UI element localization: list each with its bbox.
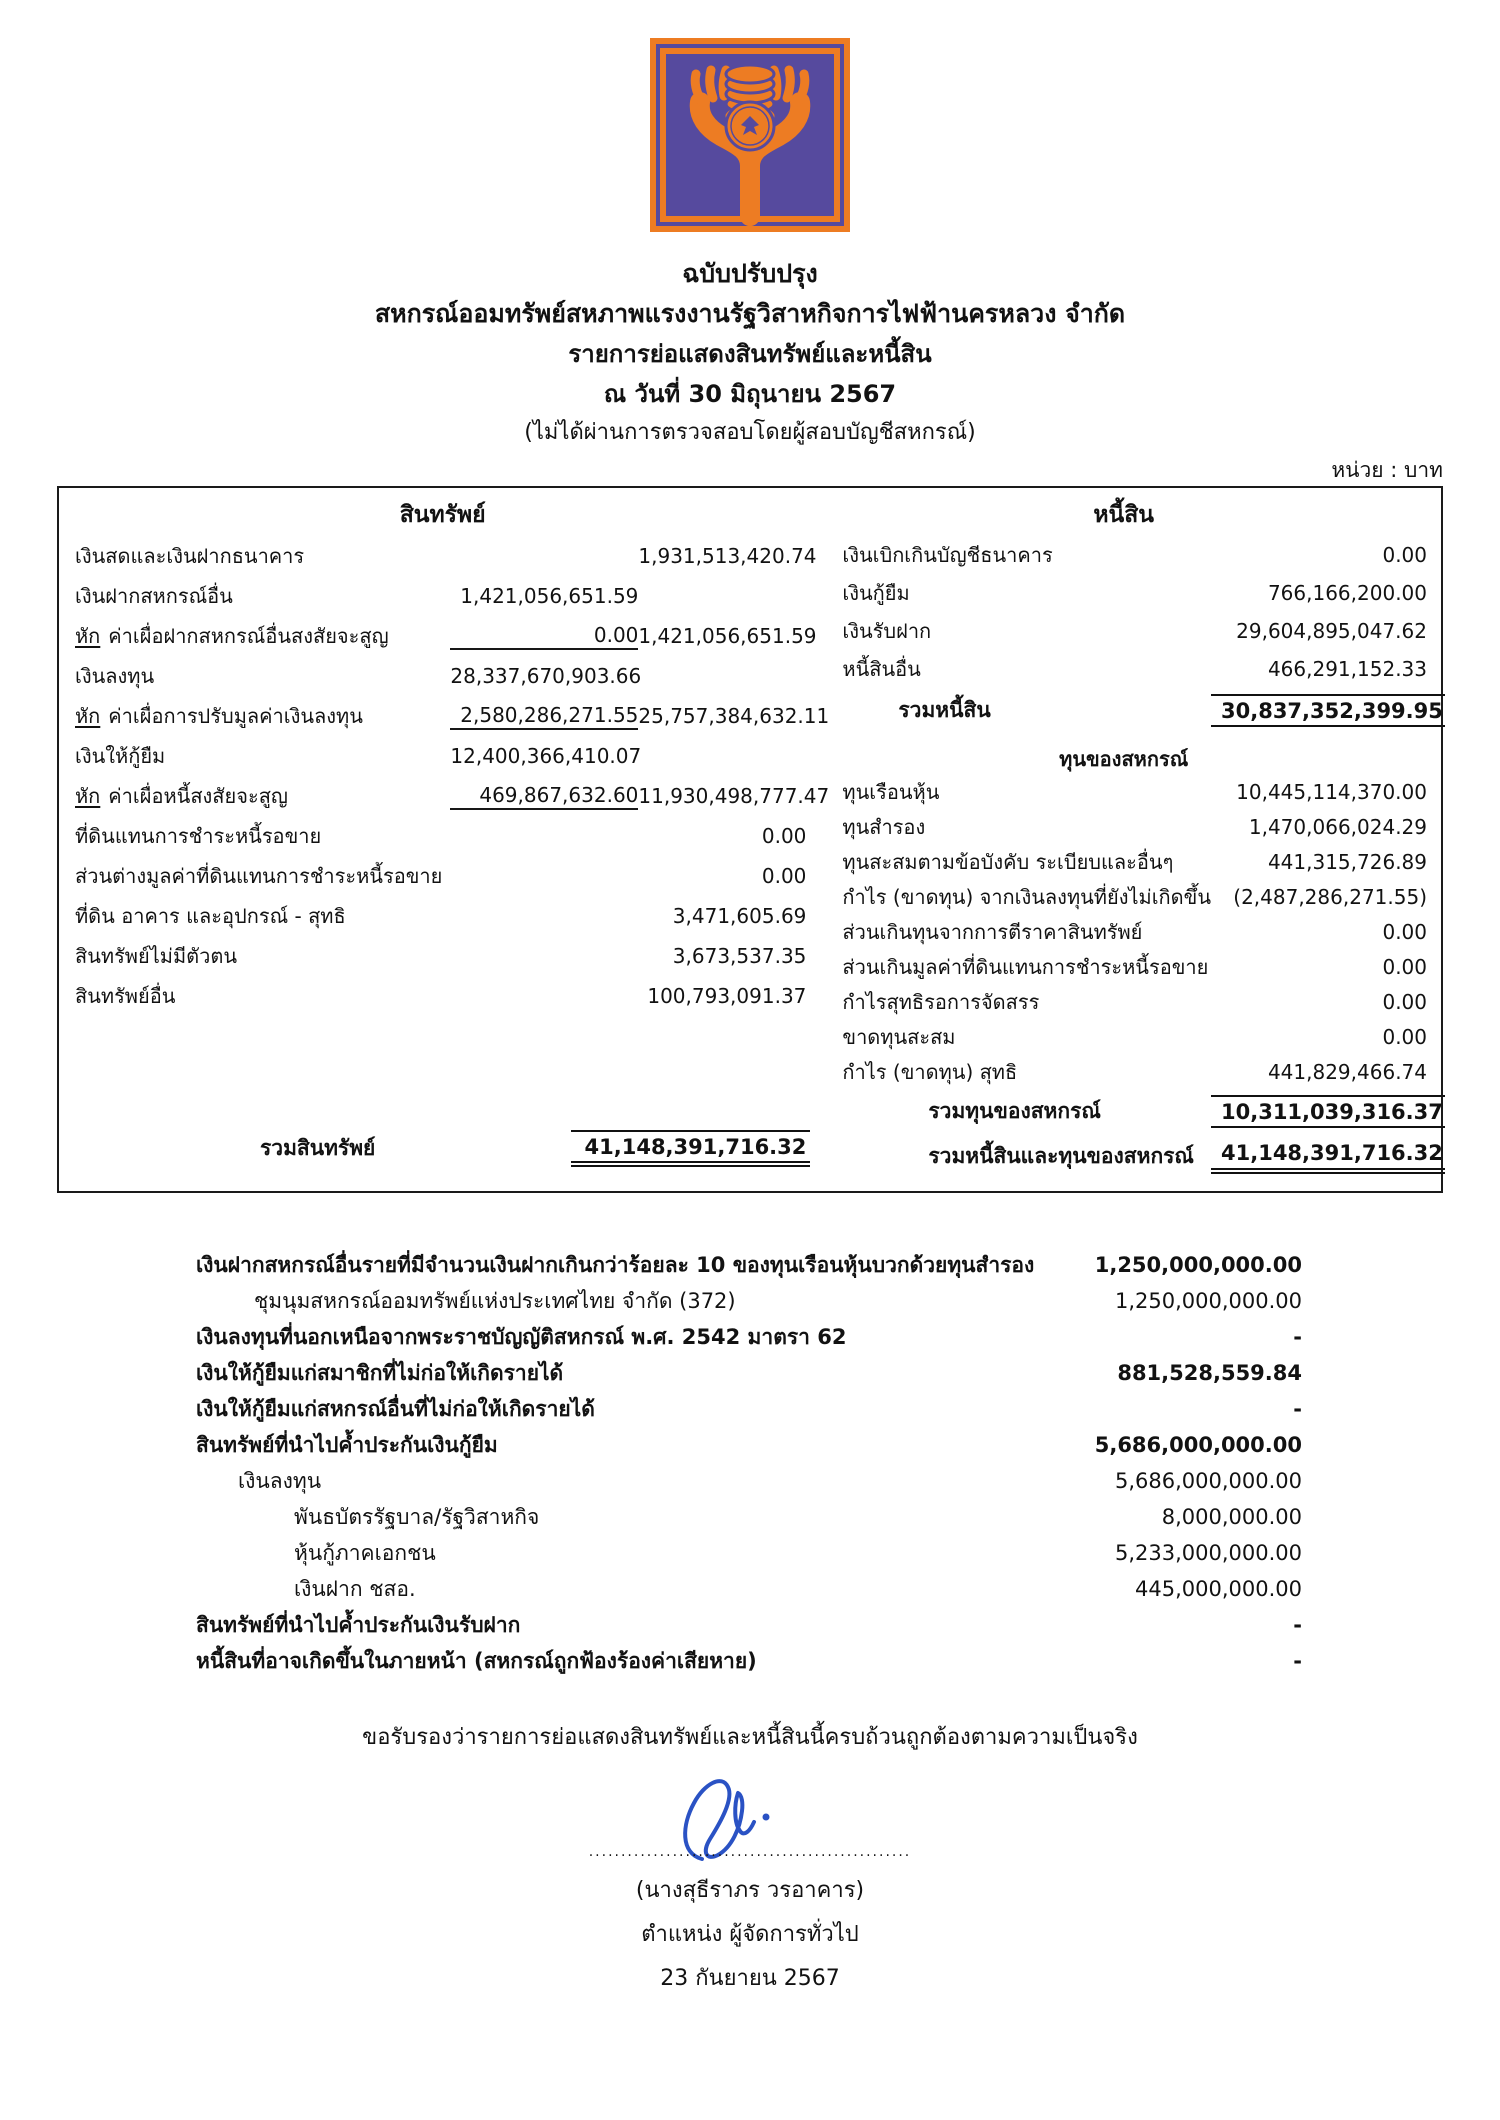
liability-label: เงินกู้ยืม: [842, 581, 910, 605]
asset-amount: 3,673,537.35: [672, 944, 807, 968]
liability-row: [820, 574, 1427, 612]
equity-label: ส่วนเกินมูลค่าที่ดินแทนการชำระหนี้รอขาย: [842, 954, 1209, 979]
signature-block: [0, 1765, 1500, 2001]
asset-label: ค่าเผื่อการปรับมูลค่าเงินลงทุน: [108, 704, 363, 728]
signature-dotted-line: ..................................................: [588, 1844, 912, 1860]
signed-date: 23 กันยายน 2567: [660, 1966, 840, 1991]
as-of-date: ณ วันที่ 30 มิถุนายน 2567: [603, 380, 897, 408]
liability-amount: 29,604,895,047.62: [1236, 619, 1427, 643]
asset-label: เงินสดและเงินฝากธนาคาร: [75, 544, 305, 568]
note-row: [196, 1427, 1302, 1463]
asset-amount: 25,757,384,632.11: [638, 704, 830, 728]
deduction-prefix: หัก: [75, 624, 101, 648]
asset-amount: 11,930,498,777.47: [638, 784, 830, 808]
cooperative-logo-icon: [650, 38, 850, 232]
asset-row: [75, 736, 810, 776]
asset-label: เงินลงทุน: [75, 664, 155, 688]
unit-label: หน่วย : บาท: [1331, 458, 1443, 482]
asset-subtotal: 12,400,366,410.07: [450, 744, 642, 768]
note-row: [196, 1571, 1302, 1607]
note-amount: 5,686,000,000.00: [1094, 1433, 1302, 1457]
equity-label: กำไรสุทธิรอการจัดสรร: [842, 989, 1040, 1014]
note-label: เงินลงทุนที่นอกเหนือจากพระราชบัญญัติสหกรณ์ พ.ศ. 2542 มาตรา 62: [196, 1324, 847, 1349]
assets-total-label: รวมสินทรัพย์: [260, 1135, 376, 1160]
asset-amount: 0.00: [761, 864, 807, 888]
asset-subtotal: 1,421,056,651.59: [460, 584, 639, 608]
note-amount: 881,528,559.84: [1117, 1361, 1302, 1385]
asset-label: เงินฝากสหกรณ์อื่น: [75, 584, 233, 608]
liability-label: เงินเบิกเกินบัญชีธนาคาร: [842, 543, 1053, 567]
note-label: สินทรัพย์ที่นำไปค้ำประกันเงินรับฝาก: [196, 1612, 521, 1637]
grand-total-row: [820, 1133, 1443, 1180]
liabilities-total-label: รวมหนี้สิน: [898, 697, 991, 722]
equity-label: ทุนสะสมตามข้อบังคับ ระเบียบและอื่นๆ: [842, 849, 1174, 874]
equity-amount: 10,445,114,370.00: [1236, 779, 1427, 804]
equity-amount: 0.00: [1382, 919, 1427, 944]
note-amount: 5,686,000,000.00: [1114, 1469, 1302, 1493]
note-row: [196, 1391, 1302, 1427]
equity-amount: 0.00: [1382, 989, 1427, 1014]
deduction-prefix: หัก: [75, 784, 101, 808]
liability-label: หนี้สินอื่น: [842, 657, 921, 681]
asset-amount: 0.00: [761, 824, 807, 848]
equity-label: ขาดทุนสะสม: [842, 1024, 956, 1049]
liability-row: [820, 650, 1427, 688]
note-amount: 1,250,000,000.00: [1114, 1289, 1302, 1313]
note-row: [196, 1247, 1302, 1283]
certification-statement: ขอรับรองว่ารายการย่อแสดงสินทรัพย์และหนี้สินนี้ครบถ้วนถูกต้องตามความเป็นจริง: [362, 1725, 1138, 1750]
asset-amount: 1,421,056,651.59: [638, 624, 817, 648]
note-label: เงินฝาก ชสอ.: [294, 1576, 416, 1601]
asset-subtotal: 0.00: [450, 623, 638, 650]
note-amount: 8,000,000.00: [1161, 1505, 1302, 1529]
asset-row: [75, 576, 810, 616]
asset-label: ที่ดินแทนการชำระหนี้รอขาย: [75, 824, 322, 848]
assets-title: สินทรัพย์: [399, 502, 486, 528]
note-row: [196, 1463, 1302, 1499]
asset-amount: 100,793,091.37: [647, 984, 807, 1008]
equity-row: [820, 1019, 1427, 1054]
note-row: [196, 1355, 1302, 1391]
asset-subtotal: 2,580,286,271.55: [450, 703, 638, 730]
note-amount: 445,000,000.00: [1135, 1577, 1302, 1601]
note-label: หุ้นกู้ภาคเอกชน: [294, 1540, 436, 1565]
note-label: เงินให้กู้ยืมแก่สมาชิกที่ไม่ก่อให้เกิดรายได้: [196, 1360, 564, 1385]
assets-total-row: [75, 1119, 810, 1177]
note-row: [196, 1319, 1302, 1355]
liabilities-total-row: [820, 688, 1443, 732]
note-amount: -: [1293, 1649, 1302, 1673]
note-label: เงินลงทุน: [238, 1468, 322, 1493]
note-row: [196, 1535, 1302, 1571]
liability-amount: 466,291,152.33: [1267, 657, 1427, 681]
asset-row: [75, 616, 817, 656]
equity-amount: 1,470,066,024.29: [1248, 814, 1427, 839]
equity-row: [820, 1054, 1427, 1089]
balance-sheet-table: [57, 486, 1443, 1193]
equity-row: [820, 914, 1427, 949]
liability-row: [820, 536, 1427, 574]
liabilities-total-amount: 30,837,352,399.95: [1211, 694, 1445, 727]
equity-label: กำไร (ขาดทุน) จากเงินลงทุนที่ยังไม่เกิดขึ้น: [842, 884, 1211, 909]
equity-total-label: รวมทุนของสหกรณ์: [928, 1098, 1101, 1123]
liabilities-column: [810, 488, 1441, 1191]
asset-label: สินทรัพย์อื่น: [75, 984, 176, 1008]
equity-row: [820, 949, 1427, 984]
asset-row: [75, 976, 810, 1016]
asset-row: [75, 536, 817, 576]
note-label: ชุมนุมสหกรณ์ออมทรัพย์แห่งประเทศไทย จำกัด (372): [254, 1288, 736, 1313]
equity-total-amount: 10,311,039,316.37: [1211, 1095, 1445, 1128]
asset-row: [75, 856, 810, 896]
note-row: [196, 1283, 1302, 1319]
note-amount: 1,250,000,000.00: [1094, 1253, 1302, 1277]
equity-section-title: ทุนของสหกรณ์: [1059, 747, 1189, 771]
note-label: เงินให้กู้ยืมแก่สหกรณ์อื่นที่ไม่ก่อให้เกิดรายได้: [196, 1396, 595, 1421]
asset-subtotal: 469,867,632.60: [450, 783, 638, 810]
asset-label: ที่ดิน อาคาร และอุปกรณ์ - สุทธิ: [75, 904, 346, 928]
document-title: รายการย่อแสดงสินทรัพย์และหนี้สิน: [568, 340, 932, 368]
note-label: สินทรัพย์ที่นำไปค้ำประกันเงินกู้ยืม: [196, 1432, 498, 1457]
asset-row: [75, 696, 830, 736]
asset-label: ค่าเผื่อฝากสหกรณ์อื่นสงสัยจะสูญ: [108, 624, 389, 648]
assets-total-amount: 41,148,391,716.32: [571, 1130, 811, 1167]
note-amount: -: [1293, 1397, 1302, 1421]
asset-row: [75, 656, 810, 696]
equity-row: [820, 809, 1427, 844]
note-row: [196, 1643, 1302, 1679]
equity-amount: 441,829,466.74: [1267, 1059, 1427, 1084]
equity-row: [820, 984, 1427, 1019]
note-amount: -: [1293, 1325, 1302, 1349]
notes-section: [196, 1247, 1302, 1679]
liabilities-title: หนี้สิน: [1093, 502, 1155, 528]
signer-name: (นางสุธีราภร วรอาคาร): [635, 1878, 865, 1903]
asset-amount: 3,471,605.69: [672, 904, 807, 928]
liability-row: [820, 612, 1427, 650]
equity-row: [820, 879, 1427, 914]
asset-row: [75, 816, 810, 856]
grand-total-amount: 41,148,391,716.32: [1211, 1139, 1445, 1174]
asset-row: [75, 936, 810, 976]
liability-amount: 0.00: [1382, 543, 1427, 567]
note-label: พันธบัตรรัฐบาล/รัฐวิสาหกิจ: [294, 1504, 540, 1529]
note-label: เงินฝากสหกรณ์อื่นรายที่มีจำนวนเงินฝากเกินกว่าร้อยละ 10 ของทุนเรือนหุ้นบวกด้วยทุนสำรอง: [196, 1252, 1035, 1277]
liability-label: เงินรับฝาก: [842, 619, 932, 643]
note-amount: 5,233,000,000.00: [1114, 1541, 1302, 1565]
asset-amount: 1,931,513,420.74: [638, 544, 817, 568]
equity-row: [820, 844, 1427, 879]
asset-label: ค่าเผื่อหนี้สงสัยจะสูญ: [108, 784, 288, 808]
signer-position: ตำแหน่ง ผู้จัดการทั่วไป: [641, 1922, 859, 1947]
asset-label: ส่วนต่างมูลค่าที่ดินแทนการชำระหนี้รอขาย: [75, 864, 443, 888]
document-header: [0, 254, 1500, 452]
equity-label: ทุนสำรอง: [842, 814, 926, 839]
organization-name: สหกรณ์ออมทรัพย์สหภาพแรงงานรัฐวิสาหกิจการไฟฟ้านครหลวง จำกัด: [374, 299, 1126, 328]
equity-label: กำไร (ขาดทุน) สุทธิ: [842, 1059, 1018, 1084]
deduction-prefix: หัก: [75, 704, 101, 728]
equity-amount: 0.00: [1382, 1024, 1427, 1049]
note-amount: -: [1293, 1613, 1302, 1637]
equity-amount: 0.00: [1382, 954, 1427, 979]
note-row: [196, 1607, 1302, 1643]
note-label: หนี้สินที่อาจเกิดขึ้นในภายหน้า (สหกรณ์ถูกฟ้องร้องค่าเสียหาย): [196, 1648, 757, 1673]
equity-amount: (2,487,286,271.55): [1233, 884, 1427, 909]
asset-row: [75, 896, 810, 936]
asset-label: เงินให้กู้ยืม: [75, 744, 166, 768]
equity-row: [820, 774, 1427, 809]
equity-total-row: [820, 1089, 1443, 1133]
asset-label: สินทรัพย์ไม่มีตัวตน: [75, 944, 238, 968]
asset-row: [75, 776, 830, 816]
equity-label: ส่วนเกินทุนจากการตีราคาสินทรัพย์: [842, 919, 1143, 944]
asset-subtotal: 28,337,670,903.66: [450, 664, 642, 688]
equity-label: ทุนเรือนหุ้น: [842, 779, 940, 804]
liability-amount: 766,166,200.00: [1267, 581, 1427, 605]
equity-amount: 441,315,726.89: [1267, 849, 1427, 874]
grand-total-label: รวมหนี้สินและทุนของสหกรณ์: [928, 1144, 1194, 1168]
audit-note: (ไม่ได้ผ่านการตรวจสอบโดยผู้สอบบัญชีสหกรณ์): [524, 420, 976, 445]
edition-title: ฉบับปรับปรุง: [682, 259, 818, 288]
note-row: [196, 1499, 1302, 1535]
assets-column: [59, 488, 830, 1191]
